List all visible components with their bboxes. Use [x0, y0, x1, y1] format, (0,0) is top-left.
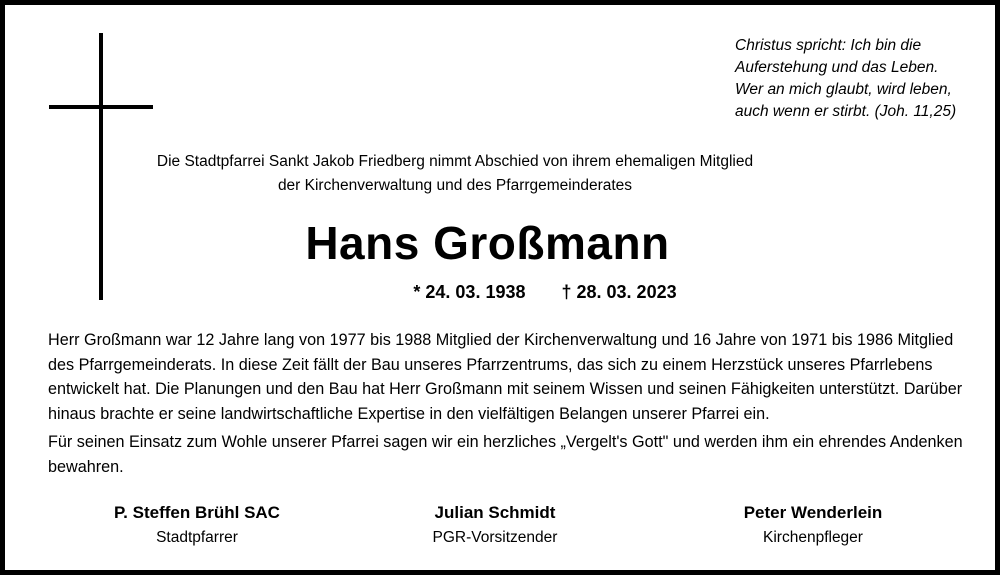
cross-icon — [99, 33, 103, 300]
birth-date: * 24. 03. 1938 — [413, 282, 526, 302]
signature-block — [345, 501, 645, 551]
quote-line: Wer an mich glaubt, wird leben, — [735, 81, 952, 98]
quote-line: Christus spricht: Ich bin die — [735, 37, 922, 54]
quote-line: auch wenn er stirbt. (Joh. 11,25) — [735, 103, 957, 120]
death-date: † 28. 03. 2023 — [561, 282, 677, 302]
cross-icon-bar — [49, 105, 153, 109]
intro-text — [145, 150, 765, 198]
intro-line: der Kirchenverwaltung und des Pfarrgemeinderates — [277, 177, 633, 194]
signatory-name: P. Steffen Brühl SAC — [114, 503, 280, 522]
quote-line: Auferstehung und das Leben. — [735, 59, 939, 76]
signature-block — [47, 501, 347, 551]
signatures — [5, 501, 1000, 561]
signatory-title: PGR-Vorsitzender — [432, 529, 558, 546]
tribute-paragraph: Für seinen Einsatz zum Wohle unserer Pfarrei sagen wir ein herzliches „Vergelt's Gott" und werden ihm ein ehrendes Andenken bewahren. — [48, 433, 963, 476]
life-dates — [345, 279, 745, 305]
signatory-title: Kirchenpfleger — [763, 529, 863, 546]
signatory-name: Peter Wenderlein — [743, 503, 883, 522]
signature-block — [663, 501, 963, 551]
signatory-title: Stadtpfarrer — [156, 529, 238, 546]
signatory-name: Julian Schmidt — [434, 503, 556, 522]
deceased-name: Hans Großmann — [305, 217, 670, 269]
intro-line: Die Stadtpfarrei Sankt Jakob Friedberg nimmt Abschied von ihrem ehemaligen Mitglied — [156, 153, 754, 170]
tribute-paragraph: Herr Großmann war 12 Jahre lang von 1977 bis 1988 Mitglied der Kirchenverwaltung und 16 Jahre von 1971 bis 1986 Mitglied des Pfarrgemeinderats. In diese Zeit fällt der Bau unseres Pfarrzentrums, das sich zu einem Herzstück unseres Pfarrlebens entwickelt hat. Die Planungen und den Bau hat Herr Großmann mit seinem Wissen und seinen Fähigkeiten unterstützt. Darüber hinaus brachte er seine landwirtschaftliche Expertise in den vielfältigen Belangen unserer Pfarrei ein. — [48, 331, 963, 423]
tribute-text — [48, 328, 978, 483]
bible-quote — [735, 35, 997, 123]
